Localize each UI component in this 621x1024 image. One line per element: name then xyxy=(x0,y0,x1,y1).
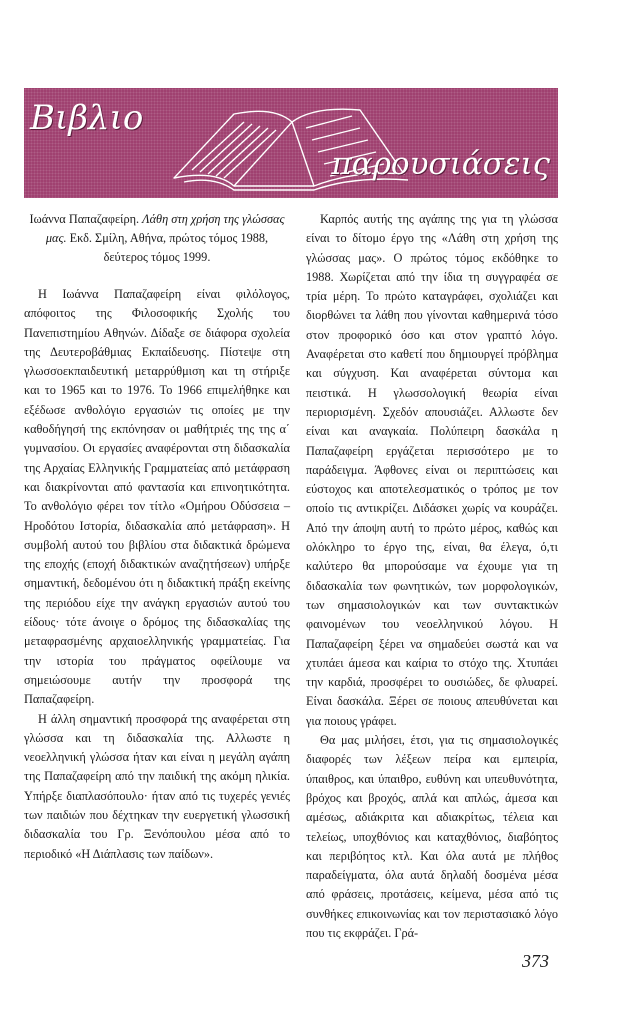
paragraph: Θα μας μιλήσει, έτσι, για τις σημασιολογικές διαφορές των λέξεων πείρα και εμπειρία, ύπαιθρος, και ύπαιθρο, ευθύνη και υπευθυνότητα, βρόχος και βροχός, απλά και απλώς, άμεσα και αμέσως, αδιάκριτα και αδιακρίτως, τέλεια και τελείως, υποχθόνιος και καταχθόνιος, διαβόητος και περιβόητος κτλ. Και όλα αυτά με πλήθος παραδείγματα, όλα αυτά δηλαδή δοσμένα μέσα από φράσεις, προτάσεις, κείμενα, μέσα από τις συνθήκες επικοινωνίας και τον περιστασιακό λόγο που τις εκφράζει. Γρά- xyxy=(306,733,558,940)
book-title: Λάθη στη χρήση της γλώσσας μας. xyxy=(45,212,285,245)
banner-subtitle: παρουσιάσεις xyxy=(331,146,550,182)
book-reference xyxy=(24,210,290,267)
section-banner xyxy=(24,88,558,198)
right-column xyxy=(306,210,558,943)
book-publication: Εκδ. Σμίλη, Αθήνα, πρώτος τόμος 1988, δεύτερος τόμος 1999. xyxy=(69,231,269,264)
page-number: 373 xyxy=(522,951,549,971)
left-column xyxy=(24,210,290,864)
banner-title: Βιβλιο xyxy=(30,98,144,138)
book-author: Ιωάννα Παπαζαφείρη. xyxy=(29,212,140,226)
paragraph: Η Ιωάννα Παπαζαφείρη είναι φιλόλογος, απόφοιτος της Φιλοσοφικής Σχολής του Πανεπιστημίου Αθηνών. Δίδαξε σε διάφορα σχολεία της Δευτεροβάθμιας Εκπαίδευσης. Πίστεψε στη γλωσσοεκπαιδευτική μεταρρύθμιση και τη στήριξε και το 1965 και το 1976. Το 1966 επιμελήθηκε και εξέδωσε ανθολόγιο εργασιών τις οποίες με την καθοδήγησή της εκπόνησαν οι μαθήτριές της της α΄ γυμνασίου. Οι εργασίες αναφέρονται στη διδασκαλία της Αρχαίας Ελληνικής Γραμματείας από μετάφραση και διακρίνονται από φαντασία και επινοητικότητα. Το ανθολόγιο φέρει τον τίτλο «Ομήρου Οδύσσεια – Ηροδότου Ιστορία, διδασκαλία από μετάφραση». Η συμβολή αυτού του βιβλίου στα διδακτικά δρώμενα της εποχής (εποχή διδακτικών αναζητήσεων) υπήρξε σημαντική, δεδομένου ότι η διδακτική πράξη εκείνης της περιόδου είχε την ανάγκη εργασιών αυτού του είδους· τότε άνοιγε ο δρόμος της διδασκαλίας της μεταφρασμένης αρχαιοελληνικής γραμματείας. Για την ιστορία του πράγματος οφείλουμε να σημειώσουμε αυτήν την προσφορά της Παπαζαφείρη. xyxy=(24,287,290,707)
paragraph: Καρπός αυτής της αγάπης της για τη γλώσσα είναι το δίτομο έργο της «Λάθη στη χρήση της γλώσσας μας». Ο πρώτος τόμος εκδόθηκε το 1988. Χωρίζεται από την ίδια τη συγγραφέα σε τρία μέρη. Το πρώτο καταγράφει, σχολιάζει και διορθώνει τα λάθη που γίνονται καθημερινά τόσο στον προφορικό όσο και στον γραπτό λόγο. Αναφέρεται στο καθετί που δημιουργεί πρόβλημα και σύγχυση. Και αναφέρεται σύντομα και πειστικά. Η γλωσσολογική θεωρία είναι περιορισμένη. Σχεδόν απουσιάζει. Αλλωστε δεν είναι και αναγκαία. Πολύπειρη δασκάλα η Παπαζαφείρη εργάζεται περισσότερο με το παράδειγμα. Άφθονες είναι οι περιπτώσεις και εύστοχος και αποτελεσματικός ο τρόπος με τον οποίο τις αντικρίζει. Διδάσκει χωρίς να κουράζει. Από την άποψη αυτή το πρώτο μέρος, καθώς και ολόκληρο το έργο της, είναι, θα έλεγα, ό,τι καλύτερο θα μπορούσαμε να έχουμε για τη διδασκαλία των φωνητικών, των μορφολογικών, των σημασιολογικών και των συντακτικών φαινομένων του νεοελληνικού λόγου. Η Παπαζαφείρη ξέρει να σημαδεύει σωστά και να χτυπάει άμεσα και καίρια το στόχο της. Χτυπάει την καρδιά, προσφέρει το ουσιώδες, δε φλυαρεί. Είναι δασκάλα. Ξέρει σε ποιους απευθύνεται και για ποιους γράφει. xyxy=(306,212,558,728)
paragraph: Η άλλη σημαντική προσφορά της αναφέρεται στη γλώσσα και τη διδασκαλία της. Αλλωστε η νεοελληνική γλώσσα ήταν και είναι η μεγάλη αγάπη της Παπαζαφείρη από την παιδική της ακόμη ηλικία. Υπήρξε διαπλασόπουλο· ήταν από τις τυχερές γενιές των παιδιών που δέχτηκαν την ευεργετική γλωσσική διδασκαλία του Γρ. Ξενόπουλου μέσα από το περιοδικό «Η Διάπλασις των παίδων». xyxy=(24,711,290,861)
